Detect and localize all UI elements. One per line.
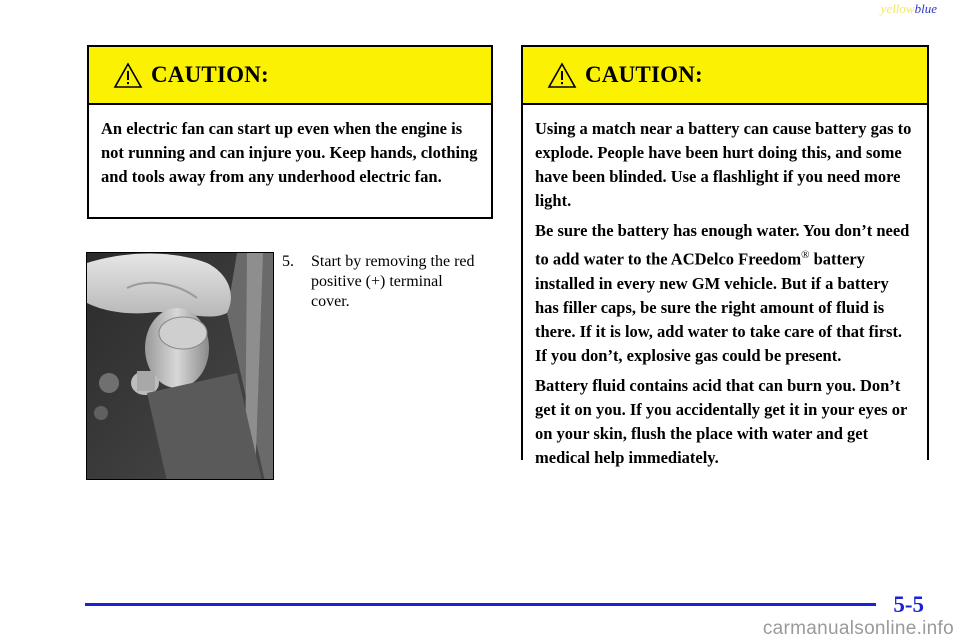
caution-body <box>89 105 491 205</box>
caution-text-water <box>535 219 915 368</box>
caution-title: CAUTION: <box>585 62 703 87</box>
watermark: carmanualsonline.info <box>762 618 954 639</box>
caution-text-match: Using a match near a battery can cause battery gas to explode. People have been hurt doing this, and some have been blinded. Use a flashlight if you need more light. <box>535 119 912 210</box>
step-number: 5. <box>282 253 294 270</box>
photo-image <box>87 253 274 480</box>
warning-triangle-icon <box>547 62 577 89</box>
caution-text-acid: Battery fluid contains acid that can burn you. Don’t get it on you. If you accidentally get it in your eyes or on your skin, flush the place with water and get medical help immediately. <box>535 375 907 467</box>
caution-text: An electric fan can start up even when the engine is not running and can injure you. Keep hands, clothing and tools away from any underhood electric fan. <box>101 119 478 186</box>
color-tag <box>881 1 937 17</box>
caution-title: CAUTION: <box>151 62 269 87</box>
caution-header <box>89 47 491 105</box>
caution-body <box>523 105 927 486</box>
footer-rule <box>85 603 876 606</box>
color-tag-yellow: yellow <box>880 1 915 16</box>
caution-header <box>523 47 927 105</box>
page-number: 5-5 <box>893 592 924 617</box>
step-5 <box>282 252 482 312</box>
color-tag-blue: blue <box>914 1 937 16</box>
battery-terminal-photo <box>86 252 274 480</box>
caution-text-water-part2: battery installed in every new GM vehicle. But if a battery has filler caps, be sure the right amount of fluid is there. If it is low, add water to take care of that first. If you don’t, explosive gas could be present. <box>535 249 903 365</box>
step-text: Start by removing the red positive (+) terminal cover. <box>311 253 475 310</box>
caution-box-battery <box>521 45 929 467</box>
caution-box-fan <box>87 45 493 219</box>
caution-text-water-part1: Be sure the battery has enough water. You don’t need to add water to the ACDelco Freedom <box>535 221 910 269</box>
registered-mark: ® <box>801 249 810 261</box>
warning-triangle-icon <box>113 62 143 89</box>
